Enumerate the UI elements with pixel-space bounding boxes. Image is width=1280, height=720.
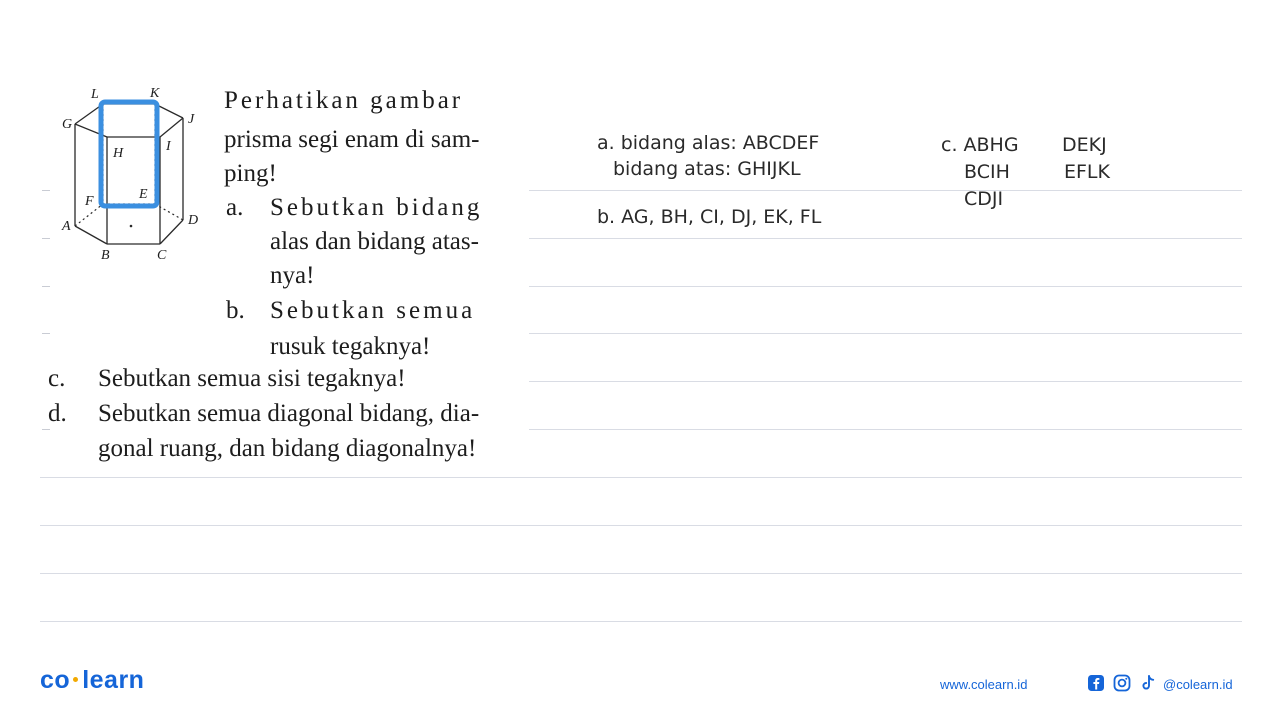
colearn-logo	[40, 666, 144, 695]
ruled-line	[529, 429, 1242, 430]
answer-c-col1-item: c. ABHG	[941, 134, 1019, 156]
instagram-icon[interactable]	[1113, 674, 1131, 692]
hexagonal-prism-figure	[55, 80, 215, 265]
question-b-line1: Sebutkan semua	[270, 297, 476, 324]
answer-c-col1-item: BCIH	[964, 161, 1010, 183]
ruled-line-tick	[42, 286, 50, 287]
question-d-marker: d.	[48, 400, 67, 427]
ruled-line	[529, 238, 1242, 239]
ruled-line	[529, 286, 1242, 287]
vertex-label-A: A	[62, 219, 71, 234]
ruled-line-tick	[42, 238, 50, 239]
answer-c-col2-item: EFLK	[1064, 161, 1110, 183]
ruled-line	[40, 573, 1242, 574]
vertex-label-L: L	[91, 87, 99, 102]
footer-url[interactable]: www.colearn.id	[940, 677, 1028, 692]
ruled-line	[529, 190, 1242, 191]
ruled-line-tick	[42, 333, 50, 334]
ruled-line	[529, 333, 1242, 334]
vertex-label-C: C	[157, 248, 167, 263]
ruled-line-tick	[42, 190, 50, 191]
question-intro-line1: Perhatikan gambar	[224, 87, 464, 114]
ruled-line	[40, 525, 1242, 526]
question-a-line1: Sebutkan bidang	[270, 194, 483, 221]
question-c-line1: Sebutkan semua sisi tegaknya!	[98, 365, 406, 392]
answer-c-col1-item: CDJI	[964, 188, 1004, 210]
ruled-line	[529, 381, 1242, 382]
vertex-label-K: K	[150, 86, 160, 101]
logo-text-co: co	[40, 666, 71, 694]
question-a-line3: nya!	[270, 262, 315, 289]
question-d-line1: Sebutkan semua diagonal bidang, dia-	[98, 400, 480, 427]
ruled-line	[40, 477, 1242, 478]
vertex-label-J: J	[188, 112, 195, 127]
answer-c-col2-item: DEKJ	[1062, 134, 1107, 156]
tiktok-icon[interactable]	[1139, 674, 1157, 692]
question-a-marker: a.	[226, 194, 244, 221]
vertex-label-E: E	[139, 187, 148, 202]
logo-text-learn: learn	[82, 666, 145, 694]
vertex-label-I: I	[166, 139, 171, 154]
vertex-label-D: D	[188, 213, 199, 228]
vertex-label-G: G	[62, 117, 73, 132]
question-intro-line2: prisma segi enam di sam-	[224, 126, 480, 153]
logo-dot	[73, 677, 78, 682]
question-intro-line3: ping!	[224, 160, 277, 187]
vertex-label-F: F	[85, 194, 94, 209]
question-d-line2: gonal ruang, dan bidang diagonalnya!	[98, 435, 477, 462]
question-b-marker: b.	[226, 297, 245, 324]
vertex-label-H: H	[113, 146, 124, 161]
answer-a-line2: bidang atas: GHIJKL	[613, 158, 801, 180]
ruled-line	[40, 621, 1242, 622]
question-a-line2: alas dan bidang atas-	[270, 228, 479, 255]
question-c-marker: c.	[48, 365, 66, 392]
vertex-label-B: B	[101, 248, 110, 263]
answer-a-line1: a. bidang alas: ABCDEF	[597, 132, 820, 154]
question-b-line2: rusuk tegaknya!	[270, 333, 431, 360]
footer-handle[interactable]: @colearn.id	[1163, 677, 1233, 692]
highlight-rectangle	[101, 102, 157, 206]
answer-b-line1: b. AG, BH, CI, DJ, EK, FL	[597, 206, 822, 228]
facebook-icon[interactable]	[1087, 674, 1105, 692]
